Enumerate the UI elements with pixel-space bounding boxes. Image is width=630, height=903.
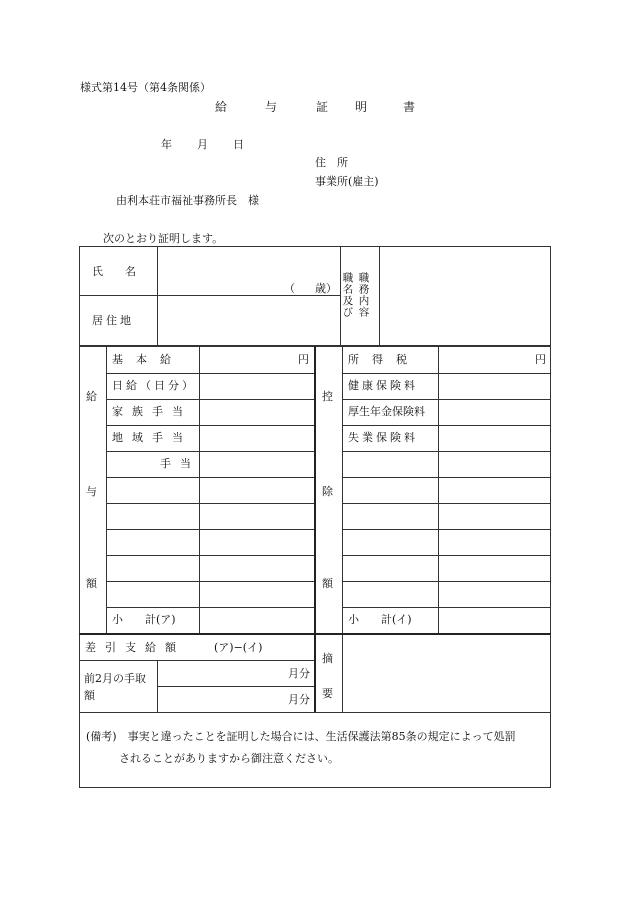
title-char: 給 — [215, 100, 228, 114]
salary-item-daily: 日給（日分） — [112, 379, 196, 392]
name-label: 氏 名 — [92, 265, 136, 278]
salary-value-subtotal[interactable] — [201, 609, 312, 632]
salary-item-regional: 地域手当 — [112, 431, 192, 444]
job-title-label: 職名及び — [341, 272, 354, 318]
salary-value-allowance[interactable] — [201, 453, 312, 476]
address-label: 住 所 — [315, 156, 348, 169]
deduction-item-income-tax: 所 得 税 — [348, 353, 408, 366]
remarks-char: 摘 — [322, 652, 333, 665]
title-char: 証 — [316, 100, 329, 114]
deduction-unit: 円 — [535, 353, 546, 366]
addressee: 由利本荘市福祉事務所長 様 — [116, 194, 259, 207]
prev-month-1-field[interactable] — [159, 662, 284, 685]
deduction-item-health: 健康保険料 — [348, 379, 418, 392]
form-id: 様式第14号（第4条関係） — [80, 81, 211, 94]
title-char: 明 — [355, 100, 368, 114]
deduction-value-income-tax[interactable] — [440, 348, 549, 372]
title-char: 書 — [403, 100, 416, 114]
salary-item-basic: 基 本 給 — [112, 353, 172, 366]
employer-label: 事業所(雇主) — [315, 175, 379, 188]
salary-item-allowance: 手当 — [160, 457, 200, 470]
date-day-label: 日 — [233, 138, 244, 151]
note-line-1: (備考) 事実と違ったことを証明した場合には、生活保護法第85条の規定によって処罰 — [86, 730, 516, 743]
age-open-paren: （ — [284, 282, 295, 295]
salary-subtotal-label: 小 計(ア) — [112, 613, 176, 626]
deduction-value-subtotal[interactable] — [440, 609, 549, 632]
salary-value-basic[interactable] — [201, 348, 312, 372]
date-year-label: 年 — [161, 138, 172, 151]
deduction-value-unemployment[interactable] — [440, 427, 549, 450]
residence-field[interactable] — [159, 297, 338, 344]
net-pay-formula: (ア)−(イ) — [214, 641, 263, 654]
deduction-item-pension: 厚生年金保険料 — [348, 405, 425, 418]
deduction-section-char: 控 — [322, 390, 333, 403]
net-pay-label: 差引支給額 — [85, 641, 185, 654]
deduction-value-health[interactable] — [440, 375, 549, 398]
intro-text: 次のとおり証明します。 — [103, 232, 224, 245]
prev-month-1-unit: 月分 — [288, 667, 310, 680]
deduction-section-char: 除 — [322, 485, 333, 498]
remarks-field[interactable] — [344, 636, 549, 710]
prev-months-label: 前2月の手取 — [84, 672, 146, 685]
salary-value-regional[interactable] — [201, 427, 312, 450]
age-label: 歳） — [315, 282, 337, 295]
salary-section-char: 給 — [86, 390, 97, 403]
salary-value-daily[interactable] — [201, 375, 312, 398]
prev-month-2-unit: 月分 — [288, 693, 310, 706]
deduction-item-unemployment: 失業保険料 — [348, 431, 418, 444]
salary-section-char: 額 — [86, 577, 97, 590]
residence-label: 居住地 — [92, 314, 134, 327]
deduction-section-char: 額 — [322, 577, 333, 590]
deduction-value-pension[interactable] — [440, 401, 549, 424]
salary-section-char: 与 — [86, 485, 97, 498]
date-month-label: 月 — [197, 138, 208, 151]
deduction-subtotal-label: 小 計(イ) — [348, 613, 412, 626]
title-char: 与 — [265, 100, 278, 114]
prev-months-label-2: 額 — [84, 689, 95, 702]
name-field[interactable] — [159, 248, 338, 293]
salary-unit: 円 — [298, 353, 309, 366]
job-field[interactable] — [381, 248, 549, 344]
salary-value-family[interactable] — [201, 401, 312, 424]
note-line-2: されることがありますから御注意ください。 — [119, 752, 339, 765]
job-duty-label: 職務内容 — [357, 272, 370, 318]
prev-month-2-field[interactable] — [159, 688, 284, 711]
salary-item-family: 家族手当 — [112, 405, 192, 418]
remarks-char: 要 — [322, 687, 333, 700]
